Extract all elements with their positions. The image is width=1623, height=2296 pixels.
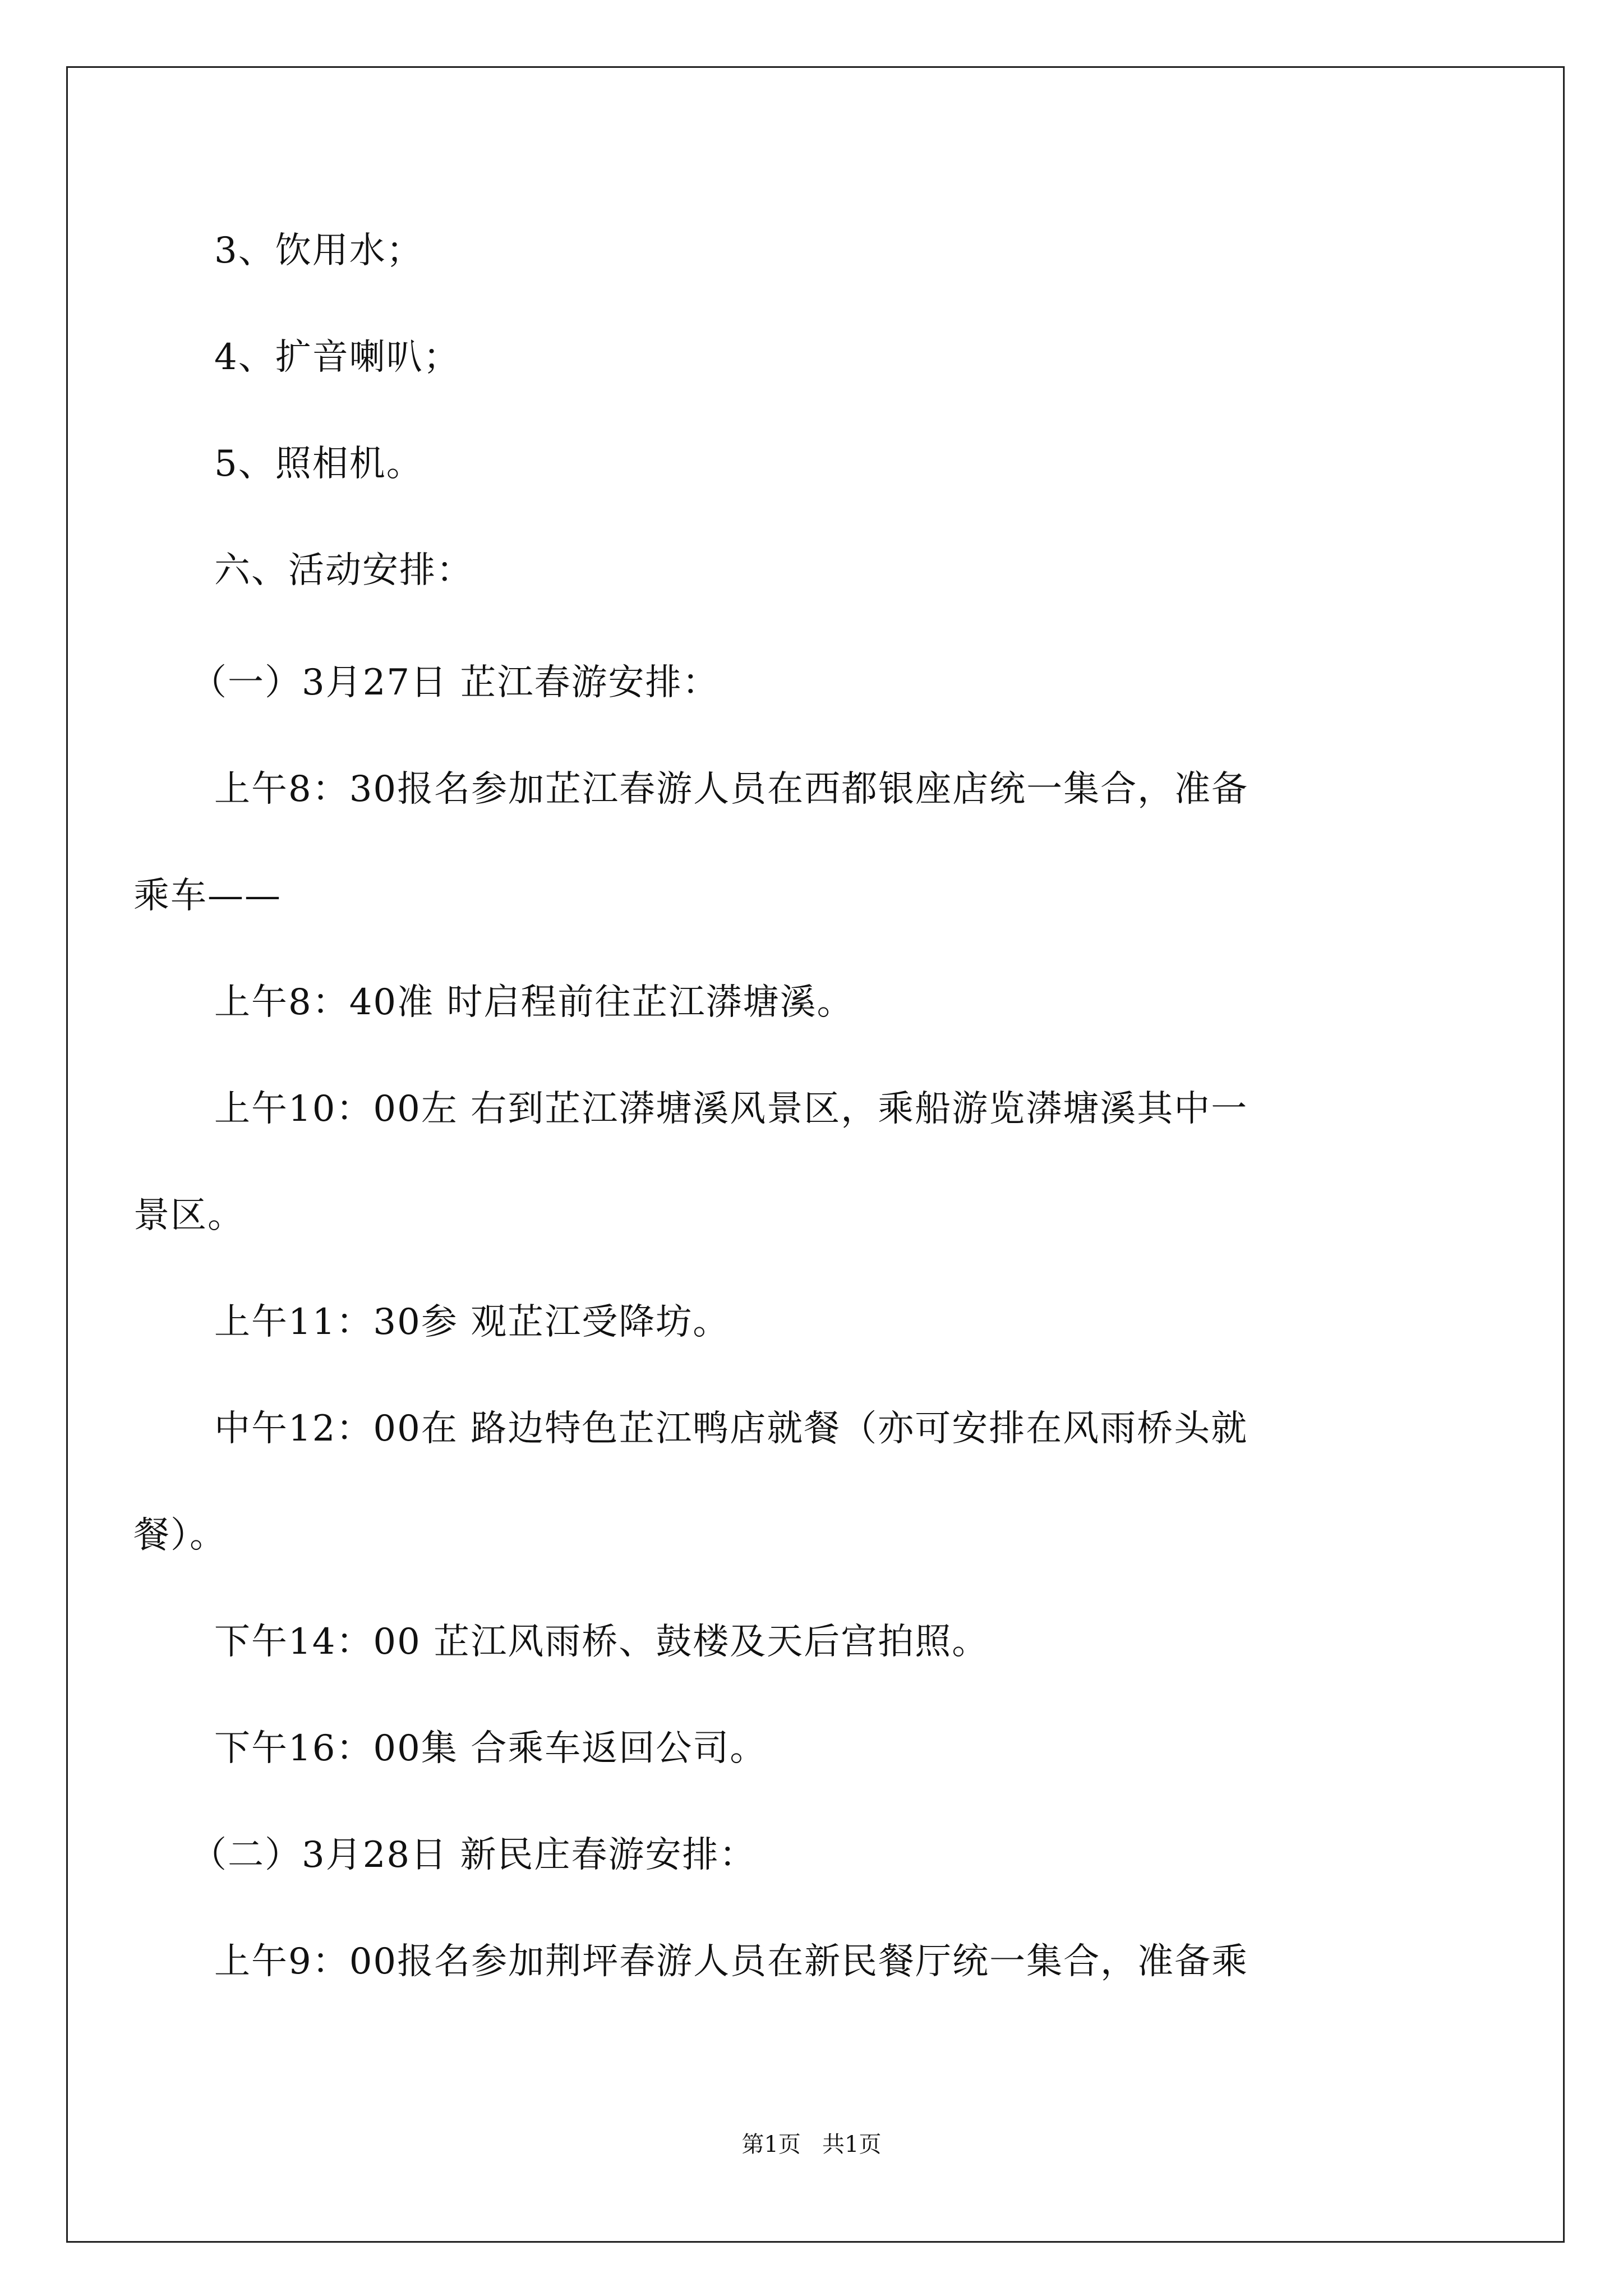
schedule-line-1600: 下午16：00集 合乘车返回公司。: [214, 1728, 767, 1769]
schedule-line-1200-continued: 餐）。: [133, 1515, 227, 1556]
schedule-line-0900: 上午9：00报名参加荆坪春游人员在新民餐厅统一集合，准备乘: [214, 1941, 1249, 1982]
subheading-march27: （一）3月27日 芷江春游安排：: [191, 662, 720, 703]
section-heading-activity: 六、活动安排：: [214, 550, 473, 591]
page-border: [66, 66, 1565, 2243]
item-drinking-water: 3、饮用水；: [214, 230, 423, 272]
schedule-line-1000: 上午10：00左 右到芷江漭塘溪风景区，乘船游览漭塘溪其中一: [214, 1088, 1248, 1130]
schedule-line-1400: 下午14：00 芷江风雨桥、鼓楼及天后宫拍照。: [214, 1621, 989, 1663]
page-number-footer: 第1页 共1页: [741, 2132, 882, 2157]
schedule-line-1130: 上午11：30参 观芷江受降坊。: [214, 1301, 730, 1343]
schedule-line-0840: 上午8：40准 时启程前往芷江漭塘溪。: [214, 982, 854, 1023]
item-loudspeaker: 4、扩音喇叭；: [214, 337, 460, 378]
schedule-line-0830: 上午8：30报名参加芷江春游人员在西都银座店统一集合，准备: [214, 769, 1249, 810]
subheading-march28: （二）3月28日 新民庄春游安排：: [191, 1834, 757, 1876]
schedule-line-1000-continued: 景区。: [133, 1195, 245, 1236]
item-camera: 5、照相机。: [214, 443, 423, 485]
schedule-line-0830-continued: 乘车——: [133, 875, 282, 917]
schedule-line-1200: 中午12：00在 路边特色芷江鸭店就餐（亦可安排在风雨桥头就: [214, 1408, 1248, 1450]
